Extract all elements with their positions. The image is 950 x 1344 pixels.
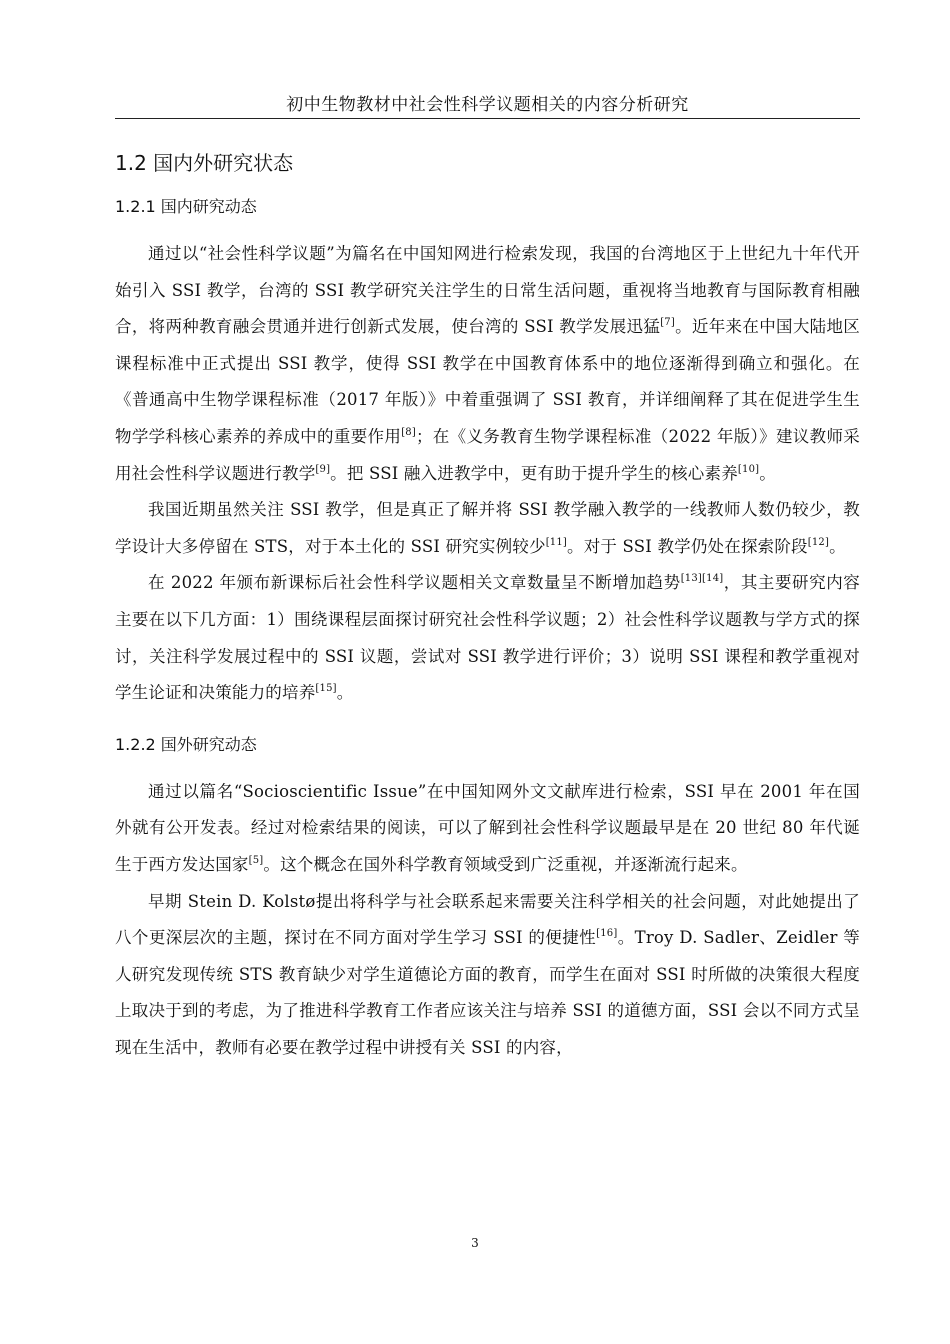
citation: [12]: [807, 536, 830, 548]
section-heading: 1.2 国内外研究状态: [115, 151, 294, 175]
page-content: [115, 140, 860, 1066]
citation: [11]: [545, 536, 568, 548]
subsection-heading-foreign: 1.2.2 国外研究动态: [115, 734, 257, 754]
citation: [9]: [315, 463, 331, 475]
paragraph-foreign-1: 通过以篇名“Socioscientific Issue”在中国知网外文文献库进行检索，SSI 早在 2001 年在国外就有公开发表。经过对检索结果的阅读，可以了解到社会性科学议题最早是在 20 世纪 80 年代诞生于西方发达国家[5]。这个概念在国外科学教育领域受到广泛重视，并逐渐流行起来。: [115, 781, 860, 874]
citation: [7]: [660, 317, 675, 329]
citation: [13][14]: [680, 573, 724, 585]
running-header-title: 初中生物教材中社会性科学议题相关的内容分析研究: [286, 95, 689, 115]
citation: [15]: [315, 683, 337, 695]
paragraph-domestic-2: 我国近期虽然关注 SSI 教学，但是真正了解并将 SSI 教学融入教学的一线教师人数仍较少，教学设计大多停留在 STS，对于本土化的 SSI 研究实例较少[11]。对于 SSI 教学仍处在探索阶段[12]。: [115, 500, 860, 556]
citation: [10]: [737, 463, 760, 475]
page-number: 3: [471, 1236, 479, 1250]
paragraph-foreign-2: 早期 Stein D. Kolstø提出将科学与社会联系起来需要关注科学相关的社会问题，对此她提出了八个更深层次的主题，探讨在不同方面对学生学习 SSI 的便捷性[16]。Troy D. Sadler、Zeidler 等人研究发现传统 STS 教育缺少对学生道德论方面的教育，而学生在面对 SSI 时所做的决策很大程度上取决于到的考虑，为了推进科学教育工作者应该关注与培养 SSI 的道德方面，SSI 会以不同方式呈现在生活中，教师有必要在教学过程中讲授有关 SSI 的内容，: [115, 891, 860, 1057]
citation: [5]: [248, 854, 264, 866]
citation: [8]: [401, 426, 416, 438]
paragraph-domestic-1: 通过以“社会性科学议题”为篇名在中国知网进行检索发现，我国的台湾地区于上世纪九十年代开始引入 SSI 教学，台湾的 SSI 教学研究关注学生的日常生活问题，重视将当地教育与国际教育相融合，将两种教育融会贯通并进行创新式发展，使台湾的 SSI 教学发展迅猛[7]。近年来在中国大陆地区课程标准中正式提出 SSI 教学，使得 SSI 教学在中国教育体系中的地位逐渐得到确立和强化。在《普通高中生物学课程标准（2017 年版）》中着重强调了 SSI 教育，并详细阐释了其在促进学生生物学学科核心素养的养成中的重要作用[8]；在《义务教育生物学课程标准（2022 年版）》建议教师采用社会性科学议题进行教学[9]。把 SSI 融入进教学中，更有助于提升学生的核心素养[10]。: [115, 244, 860, 483]
subsection-heading-domestic: 1.2.1 国内研究动态: [115, 197, 257, 216]
paragraph-domestic-3: 在 2022 年颁布新课标后社会性科学议题相关文章数量呈不断增加趋势[13][14]，其主要研究内容主要在以下几方面：1）围绕课程层面探讨研究社会性科学议题；2）社会性科学议题教与学方式的探讨，关注科学发展过程中的 SSI 议题，尝试对 SSI 教学进行评价；3）说明 SSI 课程和教学重视对学生论证和决策能力的培养[15]。: [115, 573, 861, 703]
header-divider: [115, 118, 860, 119]
citation: [16]: [596, 928, 618, 940]
